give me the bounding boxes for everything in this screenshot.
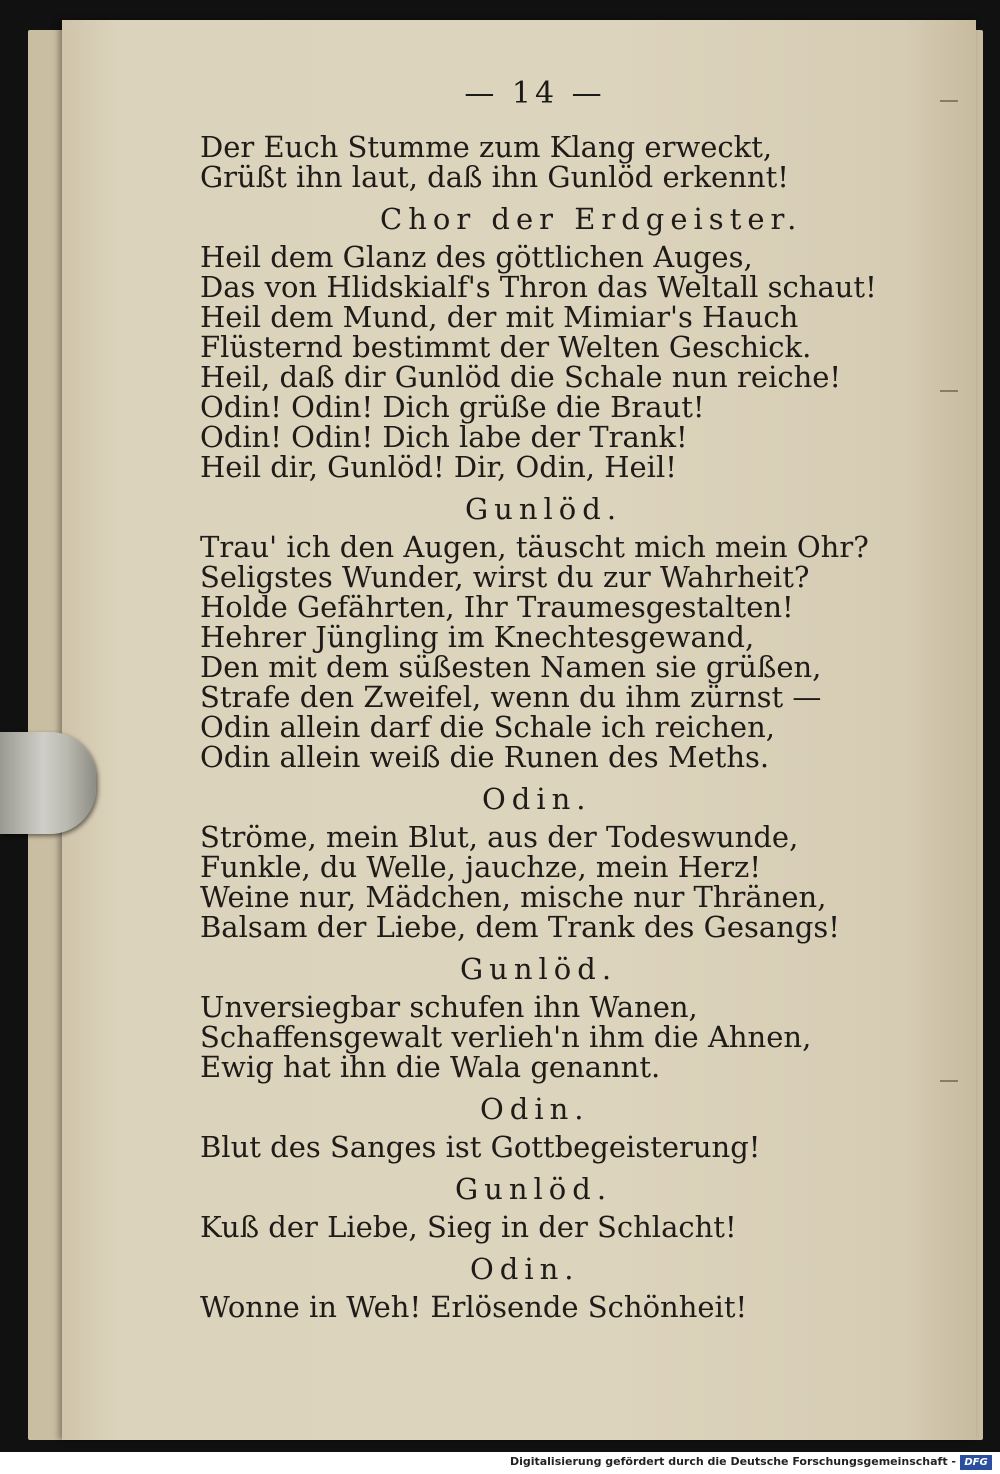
speaker-heading: Odin. [480,1092,590,1126]
verse-line: Kuß der Liebe, Sieg in der Schlacht! [200,1210,737,1244]
verse-line: Unversiegbar schufen ihn Wanen, [200,990,698,1024]
verse-line: Der Euch Stumme zum Klang erweckt, [200,130,773,164]
verse-line: Heil dem Glanz des göttlichen Auges, [200,240,753,274]
speaker-heading: Odin. [470,1252,580,1286]
verse-line: Heil dir, Gunlöd! Dir, Odin, Heil! [200,450,677,484]
verse-line: Balsam der Liebe, dem Trank des Gesangs! [200,910,840,944]
verse-line: Trau' ich den Augen, täuscht mich mein Ohr? [200,530,869,564]
verse-line: Ströme, mein Blut, aus der Todeswunde, [200,820,799,854]
speaker-heading: Gunlöd. [460,952,618,986]
verse-line: Das von Hlidskialf's Thron das Weltall schaut! [200,270,877,304]
verse-line: Blut des Sanges ist Gottbegeisterung! [200,1130,761,1164]
page-edge-mark [940,390,958,392]
verse-line: Ewig hat ihn die Wala genannt. [200,1050,661,1084]
page-text [200,130,877,1324]
page-clip [0,732,96,834]
page-edge-mark [940,1080,958,1082]
speaker-heading: Gunlöd. [465,492,623,526]
speaker-heading: Odin. [482,782,592,816]
verse-line: Hehrer Jüngling im Knechtesgewand, [200,620,755,654]
verse-line: Odin allein weiß die Runen des Meths. [200,740,770,774]
page-number: — 14 — [464,76,606,111]
verse-line: Odin! Odin! Dich grüße die Braut! [200,390,705,424]
verse-line: Grüßt ihn laut, daß ihn Gunlöd erkennt! [200,160,789,194]
verse-line: Funkle, du Welle, jauchze, mein Herz! [200,850,761,884]
verse-line: Schaffensgewalt verlieh'n ihm die Ahnen, [200,1020,812,1054]
page-edge-mark [940,100,958,102]
verse-line: Weine nur, Mädchen, mische nur Thränen, [200,880,827,914]
verse-line: Flüsternd bestimmt der Welten Geschick. [200,330,812,364]
verse-line: Strafe den Zweifel, wenn du ihm zürnst — [200,680,822,714]
verse-line: Heil dem Mund, der mit Mimiar's Hauch [200,300,799,334]
verse-line: Odin! Odin! Dich labe der Trank! [200,420,688,454]
footer-bar [0,1452,1000,1474]
verse-line: Heil, daß dir Gunlöd die Schale nun reiche! [200,360,842,394]
verse-line: Odin allein darf die Schale ich reichen, [200,710,775,744]
dfg-logo-icon: DFG [960,1455,992,1470]
verse-line: Wonne in Weh! Erlösende Schönheit! [200,1290,748,1324]
footer-credit: Digitalisierung gefördert durch die Deutsche Forschungsgemeinschaft - [509,1455,956,1468]
verse-line: Holde Gefährten, Ihr Traumesgestalten! [200,590,794,624]
verse-line: Den mit dem süßesten Namen sie grüßen, [200,650,822,684]
speaker-heading: Gunlöd. [455,1172,613,1206]
verse-line: Seligstes Wunder, wirst du zur Wahrheit? [200,560,810,594]
speaker-heading: Chor der Erdgeister. [380,202,803,236]
